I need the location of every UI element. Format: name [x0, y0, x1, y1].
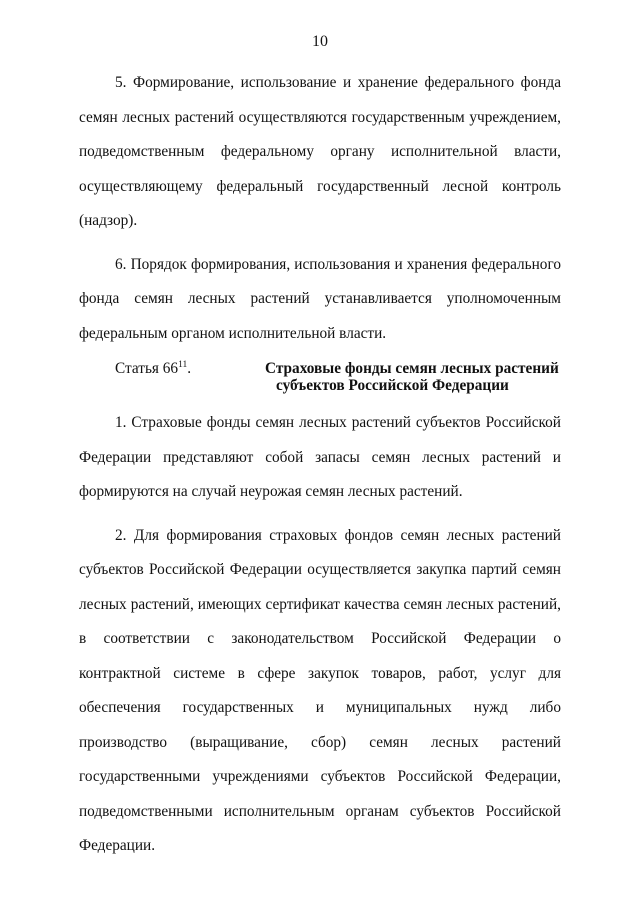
article-heading	[79, 360, 561, 394]
article-label-suffix: .	[187, 360, 192, 377]
article-paragraph-1: 1. Страховые фонды семян лесных растений субъектов Российской Федерации представляют собой запасы семян лесных растений и формируются на случай неурожая семян лесных растений.	[79, 414, 561, 500]
article-label	[115, 360, 191, 377]
article-number: Статья 66	[115, 360, 179, 377]
page-number: 10	[312, 33, 328, 50]
article-title: Страховые фонды семян лесных растений субъектов Российской Федерации	[265, 360, 559, 394]
paragraph-6: 6. Порядок формирования, использования и хранения федерального фонда семян лесных растений устанавливается уполномоченным федеральным органом исполнительной власти.	[79, 255, 561, 342]
article-superscript: 11	[178, 360, 188, 370]
article-paragraph-2: 2. Для формирования страховых фондов семян лесных растений субъектов Российской Федерации осуществляется закупка партий семян лесных растений, имеющих сертификат качества семян лесных растений, в соответствии с законодательством Российской Федерации о контрактной системе в сфере закупок товаров, работ, услуг для обеспечения государственных и муниципальных нужд либо производство (выращивание, сбор) семян лесных растений государственными учреждениями субъектов Российской Федерации, подведомственными исполнительным органам субъектов Российской Федерации.	[79, 526, 561, 854]
paragraph-5: 5. Формирование, использование и хранение федерального фонда семян лесных растений осуществляются государственным учреждением, подведомственным федеральному органу исполнительной власти, осуществляющему федеральный государственный лесной контроль (надзор).	[79, 74, 561, 229]
document-body	[79, 66, 561, 873]
